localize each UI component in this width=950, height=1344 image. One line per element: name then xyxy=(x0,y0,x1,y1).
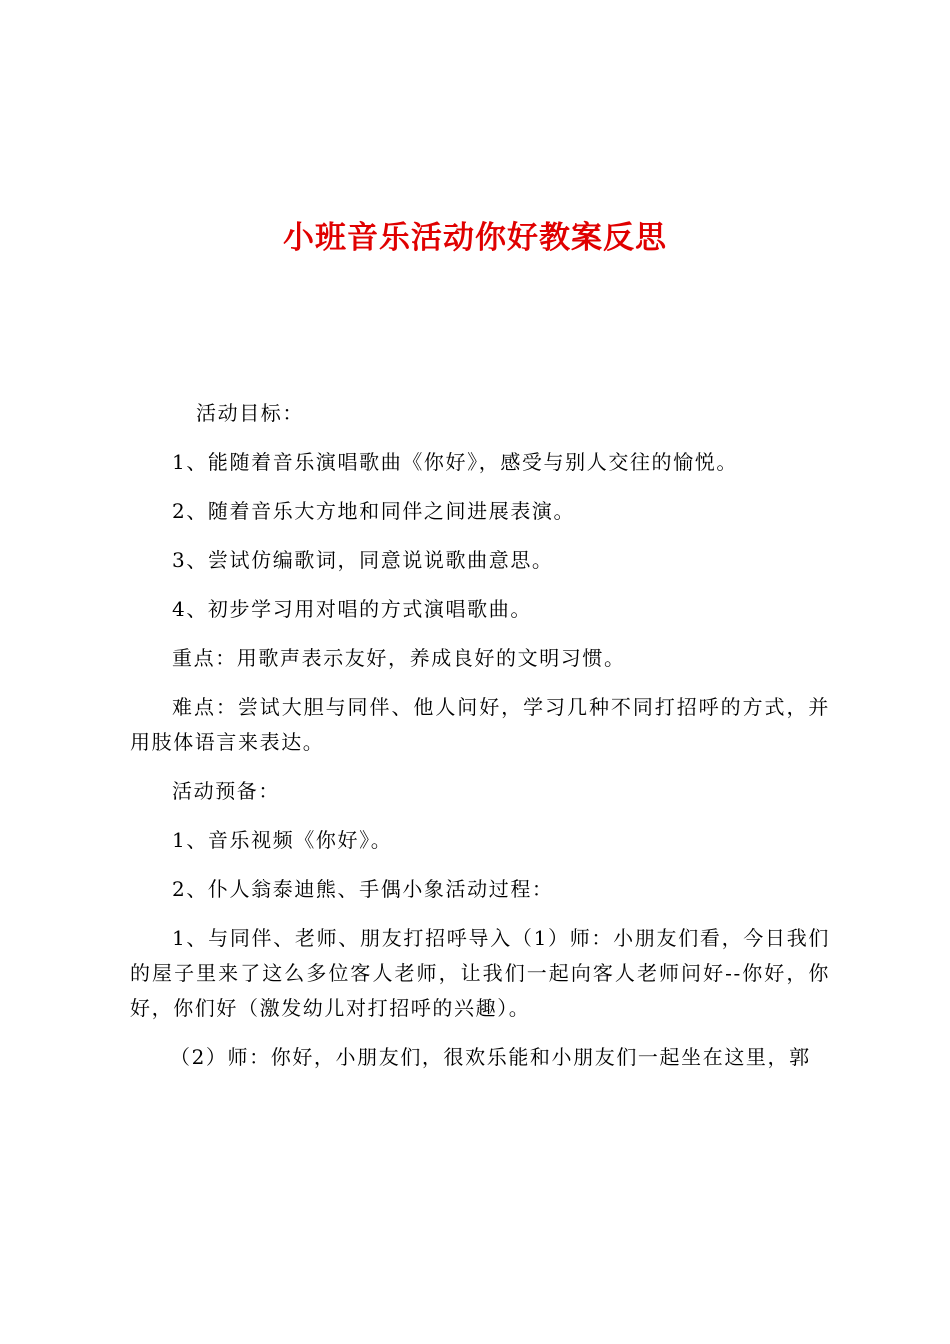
process-step-1-2: （2）师：你好，小朋友们，很欢乐能和小朋友们一起坐在这里，郭 xyxy=(170,1045,811,1069)
process-step-1: 1、与同伴、老师、朋友打招呼导入（1）师：小朋友们看，今日我们的屋子里来了这么多位客人老师，让我们一起向客人老师问好--你好，你好，你们好（激发幼儿对打招呼的兴趣）。 xyxy=(130,926,830,1020)
goal-item-3: 3、尝试仿编歌词，同意说说歌曲意思。 xyxy=(172,548,554,572)
section-heading-preparation: 活动预备： xyxy=(172,779,280,803)
document-body xyxy=(130,396,830,1089)
preparation-item-2: 2、仆人翁泰迪熊、手偶小象活动过程： xyxy=(172,877,554,901)
section-heading-goals: 活动目标： xyxy=(196,401,304,425)
preparation-item-1: 1、音乐视频《你好》。 xyxy=(172,828,393,852)
key-point: 重点：用歌声表示友好，养成良好的文明习惯。 xyxy=(172,646,626,670)
goal-item-1: 1、能随着音乐演唱歌曲《你好》，感受与别人交往的愉悦。 xyxy=(172,450,738,474)
difficulty: 难点：尝试大胆与同伴、他人问好，学习几种不同打招呼的方式，并用肢体语言来表达。 xyxy=(130,695,830,754)
goal-item-4: 4、初步学习用对唱的方式演唱歌曲。 xyxy=(172,597,532,621)
goal-item-2: 2、随着音乐大方地和同伴之间进展表演。 xyxy=(172,499,576,523)
document-title: 小班音乐活动你好教案反思 xyxy=(283,220,667,256)
